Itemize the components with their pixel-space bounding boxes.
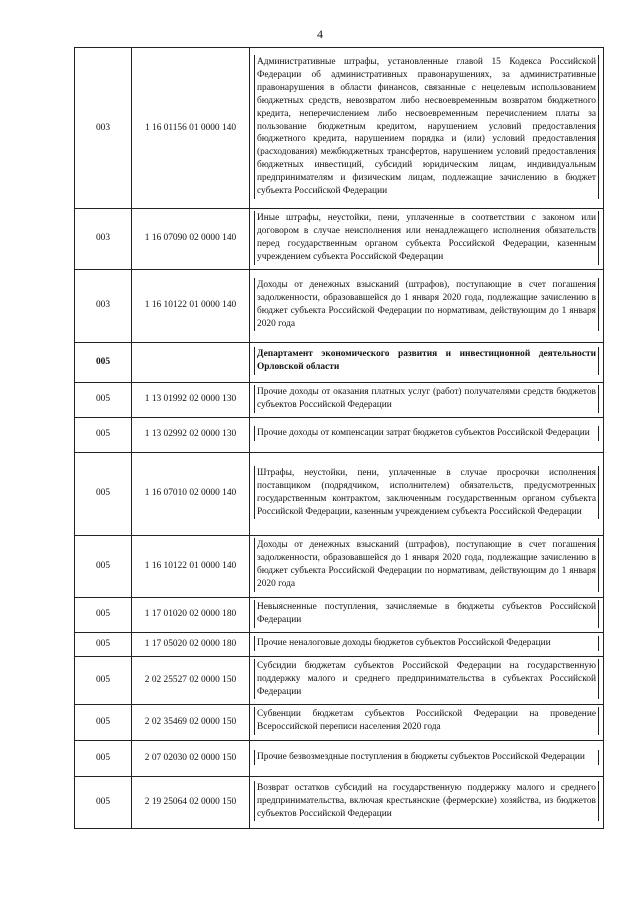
- revenue-name-cell: Административные штрафы, установленные главой 15 Кодекса Российской Федерации об административных правонарушениях, за административные правонарушения в области финансов, связанные с нецелевым использованием бюджетных средств, невозвратом либо несвоевременным возвратом бюджетного кредита, неперечислением либо несвоевременным перечислением платы за пользование бюджетным кредитом, нарушением условий предоставления бюджетного кредита, нарушением порядка и (или) условий предоставления (расходования) межбюджетных трансфертов, нарушением условий предоставления бюджетных инвестиций, субсидий юридическим лицам, индивидуальным предпринимателям и физическим лицам, подлежащие зачислению в бюджет субъекта Российской Федерации: [254, 55, 599, 199]
- kbk-code-cell: 1 16 07010 02 0000 140: [132, 452, 250, 535]
- admin-code-cell: 005: [75, 704, 132, 740]
- admin-code-cell: 005: [75, 740, 132, 776]
- table-row: [75, 597, 604, 632]
- kbk-code-cell: 1 13 01992 02 0000 130: [132, 382, 250, 417]
- kbk-code-cell: 1 17 01020 02 0000 180: [132, 597, 250, 632]
- kbk-code-cell: 1 16 10122 01 0000 140: [132, 269, 250, 342]
- revenue-name-cell: Прочие безвозмездные поступления в бюджеты субъектов Российской Федерации: [254, 750, 599, 765]
- kbk-code-cell: 2 02 25527 02 0000 150: [132, 656, 250, 704]
- table-row: [75, 48, 604, 209]
- admin-code-cell: 005: [75, 776, 132, 828]
- revenue-name-cell: Прочие неналоговые доходы бюджетов субъектов Российской Федерации: [254, 636, 599, 651]
- kbk-code-cell: 1 17 05020 02 0000 180: [132, 632, 250, 656]
- table-row: [75, 632, 604, 656]
- section-header-row: [75, 342, 604, 382]
- revenue-name-cell: Прочие доходы от компенсации затрат бюджетов субъектов Российской Федерации: [254, 426, 599, 441]
- table-row: [75, 452, 604, 535]
- admin-code-cell: 005: [75, 632, 132, 656]
- budget-classification-table: [74, 47, 604, 829]
- kbk-code-cell: 2 07 02030 02 0000 150: [132, 740, 250, 776]
- revenue-name-cell: Штрафы, неустойки, пени, уплаченные в случае просрочки исполнения поставщиком (подрядчиком, исполнителем) обязательств, предусмотренных государственным контрактом, заключенным государственным органом субъекта Российской Федерации, казенным учреждением субъекта Российской Федерации: [254, 466, 599, 520]
- table-row: [75, 776, 604, 828]
- admin-code-cell: 005: [75, 656, 132, 704]
- revenue-name-cell: Прочие доходы от оказания платных услуг (работ) получателями средств бюджетов субъектов Российской Федерации: [254, 385, 599, 413]
- admin-code-cell: 005: [75, 382, 132, 417]
- revenue-name-cell: Возврат остатков субсидий на государственную поддержку малого и среднего предпринимательства, включая крестьянские (фермерские) хозяйства, из бюджетов субъектов Российской Федерации: [254, 781, 599, 822]
- table-row: [75, 740, 604, 776]
- revenue-name-cell: Иные штрафы, неустойки, пени, уплаченные в соответствии с законом или договором в случае неисполнения или ненадлежащего исполнения обязательств перед государственным органом субъекта Российской Федерации, казенным учреждением субъекта Российской Федерации: [254, 211, 599, 265]
- kbk-code-cell: 1 13 02992 02 0000 130: [132, 417, 250, 452]
- admin-code-cell: 005: [75, 452, 132, 535]
- kbk-code-cell: 2 02 35469 02 0000 150: [132, 704, 250, 740]
- admin-code-cell: 005: [75, 535, 132, 597]
- kbk-code-cell: 1 16 10122 01 0000 140: [132, 535, 250, 597]
- revenue-name-cell: Доходы от денежных взысканий (штрафов), поступающие в счет погашения задолженности, образовавшейся до 1 января 2020 года, подлежащие зачислению в бюджет субъекта Российской Федерации по нормативам, действующим до 1 января 2020 года: [254, 278, 599, 332]
- table-row: [75, 704, 604, 740]
- admin-code-cell: 005: [75, 417, 132, 452]
- admin-code-cell: 005: [75, 342, 132, 382]
- revenue-name-cell: Субвенции бюджетам субъектов Российской Федерации на проведение Всероссийской переписи населения 2020 года: [254, 707, 599, 735]
- table-row: [75, 269, 604, 342]
- revenue-name-cell: Субсидии бюджетам субъектов Российской Федерации на государственную поддержку малого и среднего предпринимательства в субъектах Российской Федерации: [254, 659, 599, 700]
- kbk-code-cell: 2 19 25064 02 0000 150: [132, 776, 250, 828]
- revenue-name-cell: Невыясненные поступления, зачисляемые в бюджеты субъектов Российской Федерации: [254, 600, 599, 628]
- table-row: [75, 656, 604, 704]
- revenue-name-cell: Доходы от денежных взысканий (штрафов), поступающие в счет погашения задолженности, образовавшейся до 1 января 2020 года, подлежащие зачислению в бюджет субъекта Российской Федерации по нормативам, действующим до 1 января 2020 года: [254, 538, 599, 592]
- admin-code-cell: 003: [75, 209, 132, 270]
- table-row: [75, 382, 604, 417]
- table-row: [75, 209, 604, 270]
- admin-code-cell: 003: [75, 48, 132, 209]
- kbk-code-cell: 1 16 01156 01 0000 140: [132, 48, 250, 209]
- table-row: [75, 535, 604, 597]
- admin-code-cell: 005: [75, 597, 132, 632]
- kbk-code-cell: [132, 342, 250, 382]
- admin-code-cell: 003: [75, 269, 132, 342]
- kbk-code-cell: 1 16 07090 02 0000 140: [132, 209, 250, 270]
- page-number: 4: [317, 27, 323, 41]
- table-row: [75, 417, 604, 452]
- department-name-cell: Департамент экономического развития и инвестиционной деятельности Орловской области: [254, 347, 599, 375]
